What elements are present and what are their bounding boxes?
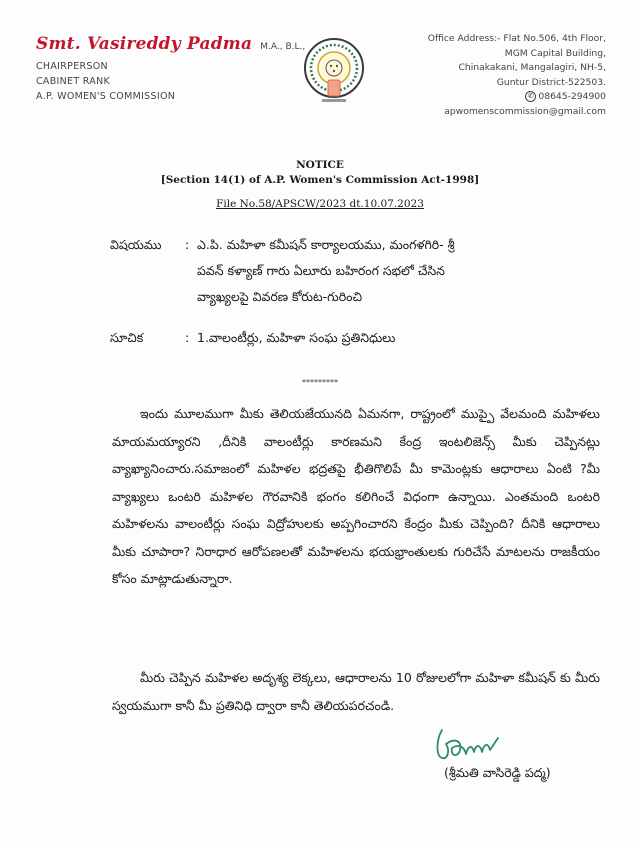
address-line-1: Office Address:- Flat No.506, 4th Floor,: [427, 33, 606, 44]
body-paragraph-1-text: ఇందు మూలముగా మీకు తెలియజేయునది ఏమనగా, రాష్ట్రంలో ముప్పై వేలమంది మహిళలు మాయమయ్యారని ,దీనికి వాలంటీర్లు కారణమని కేంద్ర ఇంటలిజెన్స్ మీకు చెప్పినట్లు వ్యాఖ్యానించారు.సమాజంలో మహిళల భద్రతపై భీతిగొలిపే మీ కామెంట్లకు ఆధారాలు ఏంటి ?మీ వ్యాఖ్యలు ఒంటరి మహిళల గౌరవానికి భంగం కలిగించే విధంగా ఉన్నాయి. ఎంతమంది ఒంటరి మహిళలను వాలంటీర్లు సంఘ విద్రోహులకు అప్పగించారని కేంద్రం మీకు చెప్పింది? దీనికి ఆధారాలు మీకు చూపారా? నిరాధార ఆరోపణలతో మహిళలను భయభ్రాంతులకు గురిచేసే మాటలను రాజకీయం కోసం మాట్లాడుతున్నారా.: [112, 406, 600, 586]
role-chairperson: CHAIRPERSON: [36, 61, 108, 72]
subject-colon: :: [185, 237, 190, 252]
address-line-2: MGM Capital Building,: [504, 47, 606, 59]
body-paragraph-1: [112, 400, 600, 593]
email-address: apwomenscommission@gmail.com: [444, 105, 606, 117]
subject-text: [197, 232, 600, 310]
andhra-pradesh-emblem-icon: [302, 36, 366, 108]
notice-title: NOTICE: [296, 159, 344, 171]
letterhead-sender: [36, 34, 305, 104]
role-commission: A.P. WOMEN'S COMMISSION: [36, 91, 176, 102]
subject-block: [110, 232, 600, 310]
address-line-4: Guntur District-522503.: [496, 76, 606, 88]
subject-line-3: వ్యాఖ్యలపై వివరణ కోరుట-గురించి: [197, 289, 363, 304]
handwritten-signature-icon: [432, 726, 504, 764]
notice-section: [Section 14(1) of A.P. Women's Commission Act-1998]: [160, 174, 480, 186]
reference-block: [110, 330, 395, 349]
phone-line: [428, 90, 606, 105]
file-number-text: File No.58/APSCW/2023 dt.10.07.2023: [216, 198, 424, 210]
role-cabinet-rank: CABINET RANK: [36, 76, 111, 87]
body-paragraph-2: [112, 664, 600, 719]
sender-name-line: [36, 34, 305, 54]
office-address: [428, 32, 606, 120]
file-number: [0, 198, 640, 210]
body-paragraph-2-text: మీరు చెప్పిన మహిళల అదృశ్య లెక్కలు, ఆధారాలను 10 రోజులలోగా మహిళా కమీషన్ కు మీరు స్వయముగా కానీ మీ ప్రతినిధి ద్వారా కానీ తెలియపరచండి.: [112, 670, 600, 713]
signatory-name: (శ్రీమతి వాసిరెడ్డి పద్మ): [444, 765, 551, 780]
sender-name: Smt. Vasireddy Padma: [36, 34, 253, 54]
sender-roles: [36, 59, 305, 104]
phone-icon: ✆: [525, 91, 536, 102]
separator-stars: *********: [302, 378, 338, 387]
notice-heading: [0, 158, 640, 188]
subject-label: విషయము: [110, 237, 162, 252]
phone-number: 08645-294900: [538, 91, 606, 103]
sender-qualifications: M.A., B.L.,: [260, 42, 306, 52]
reference-label: సూచిక: [110, 330, 144, 345]
reference-text: 1.వాలంటీర్లు, మహిళా సంఘ ప్రతినిధులు: [197, 330, 396, 345]
subject-line-2: పవన్ కళ్యాణ్ గారు ఏలూరు బహిరంగ సభలో చేసిన: [197, 263, 445, 278]
subject-line-1: ఎ.పి. మహిళా కమీషన్ కార్యాలయము, మంగళగిరి- శ్రీ: [197, 237, 455, 252]
address-line-3: Chinakakani, Mangalagiri, NH-5,: [458, 62, 606, 74]
reference-colon: :: [185, 330, 190, 345]
